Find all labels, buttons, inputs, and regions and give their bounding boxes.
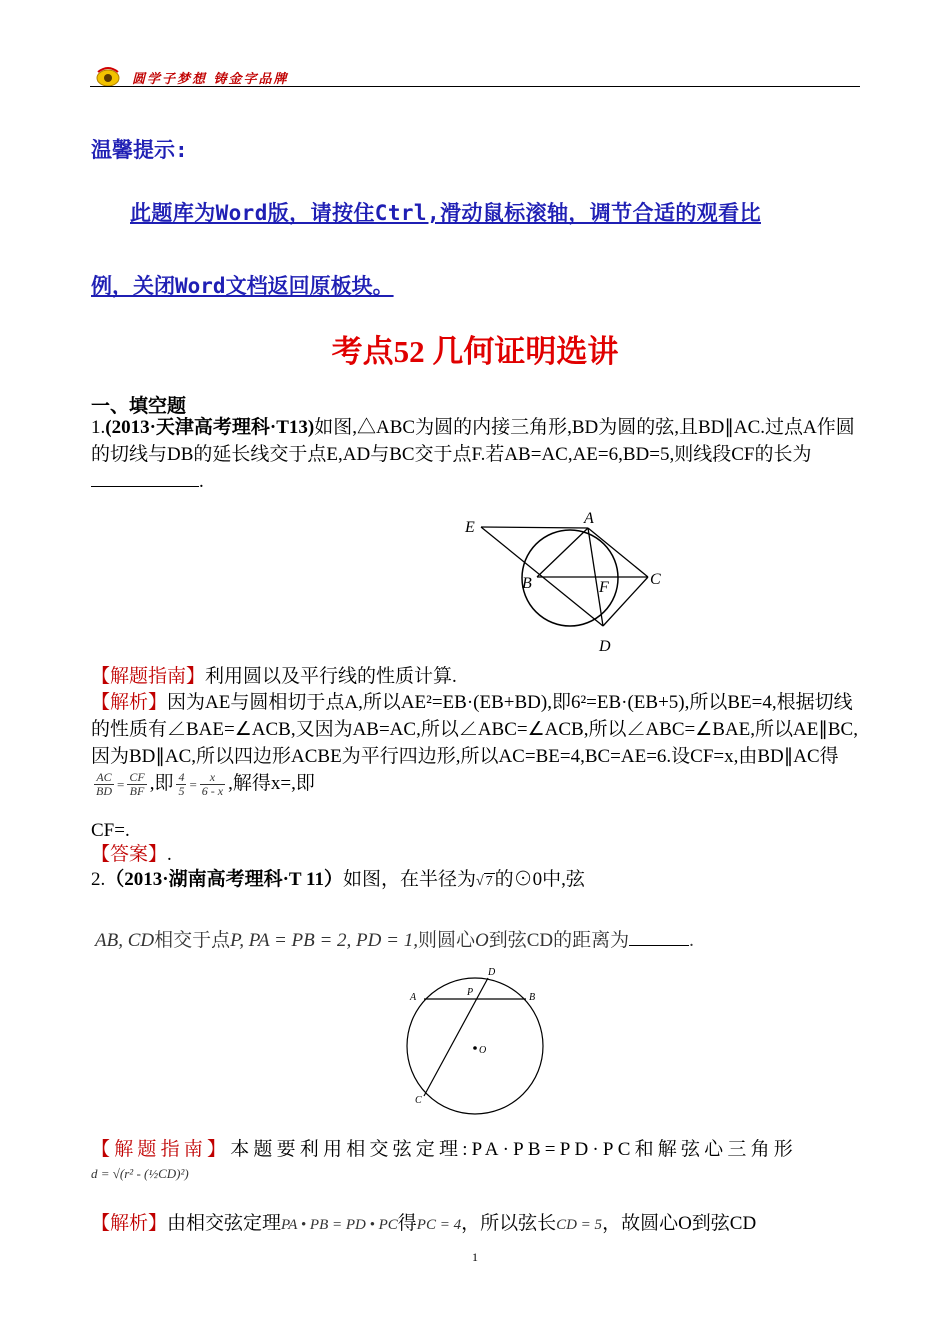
question-2: 2.（2013·湖南高考理科·T 11）如图，在半径为√ 7 的⊙0中,弦 [91,869,585,890]
label-C: C [650,571,661,588]
question-source: (2013·天津高考理科·T13) [105,417,315,438]
header-divider [90,86,860,87]
hint-label: 【解题指南】 [91,1139,231,1160]
tangent-line [481,527,588,528]
solution-1-end: CF=. [91,820,130,841]
question-2-line-2: AB, CD相交于点P, PA = PB = 2, PD = 1,则圆心O到弦CD的距离为 . [95,930,694,951]
label-C: C [415,1095,422,1106]
distance-formula: d = √(r² - (½CD)²) [91,1166,189,1181]
label-P: P [467,987,474,998]
question-text: 如图,△ABC为圆的内接三角形,BD为圆的弦,且BD∥AC.过点A作圆的切线与DB的延长线交于点E,AD与BC交于点F.若AB=AC,AE=6,BD=5,则线段CF的长为 [91,417,855,465]
solution-label: 【解析】 [91,1213,168,1234]
answer-label: 【答案】 [91,844,168,865]
label-E: E [465,519,475,536]
label-B: B [529,992,536,1003]
solution-1: 【解析】因为AE与圆相切于点A,所以AE²=EB·(EB+BD),即6²=EB·(EB+5),所以BE=4,根据切线的性质有∠BAE=∠ACB,又因为AB=AC,所以∠ABC=∠ACB,所以∠ABC=∠BAE,所以AE∥BC,因为BD∥AC,所以四边形ACBE为平行四边形,所以AC=BE=4,BC=AE=6.设CF=x,由BD∥AC得 $\frac{AC}{BD}$ = $\frac{CF}{BF}$ ,即 $\frac{4}{5}$ = $\frac{x}{6 - x}$ ,解得x=,即 [91,692,858,799]
brand-logo-icon [95,66,121,88]
tip-title: 温馨提示: [91,138,188,162]
answer-1: 【答案】. [91,844,172,865]
tip-link-line-1[interactable]: 此题库为Word版，请按住Ctrl,滑动鼠标滚轴，调节合适的观看比 [130,201,761,225]
fraction: $\frac{AC}{BD}$ [96,770,112,799]
tip-link-line-2[interactable]: 例，关闭Word文档返回原板块。 [91,274,394,298]
fraction: $\frac{4}{5}$ [178,770,185,799]
figure-2 [395,962,560,1117]
label-B: B [522,575,532,592]
label-A: A [584,510,594,527]
label-D: D [488,967,496,978]
page-title: 考点52 几何证明选讲 [331,334,619,369]
page-number: 1 [472,1250,478,1264]
fraction: $\frac{CF}{BF}$ [129,770,145,799]
question-number: 2. [91,869,106,890]
solution-label: 【解析】 [91,692,168,713]
label-A: A [410,992,417,1003]
sqrt-symbol: √ 7 [475,874,493,889]
question-source: （2013·湖南高考理科·T 11） [105,869,343,890]
label-F: F [599,579,609,596]
fraction: $\frac{x}{6 - x}$ [201,770,224,799]
figure-1 [455,505,685,655]
hint-2: 【解题指南】本题要利用相交弦定理:PA·PB=PD·PC和解弦心三角形 [91,1139,797,1160]
answer-blank [91,470,199,487]
answer-blank [629,935,689,946]
question-1: 1.(2013·天津高考理科·T13)如图,△ABC为圆的内接三角形,BD为圆的弦,且BD∥AC.过点A作圆的切线与DB的延长线交于点E,AD与BC交于点F.若AB=AC,AE=6,BD=5,则线段CF的长为. [91,417,855,492]
section-heading: 一、填空题 [91,396,187,417]
hint-label: 【解题指南】 [91,666,206,687]
header-slogan: 圆学子梦想 铸金字品牌 [132,72,289,87]
label-D: D [599,638,611,655]
label-O: O [479,1045,487,1056]
solution-2: 【解析】由相交弦定理PA • PB = PD • PC得PC = 4，所以弦长CD = 5，故圆心O到弦CD [91,1213,757,1234]
hint-1: 【解题指南】利用圆以及平行线的性质计算. [91,666,457,687]
question-number: 1. [91,417,106,438]
